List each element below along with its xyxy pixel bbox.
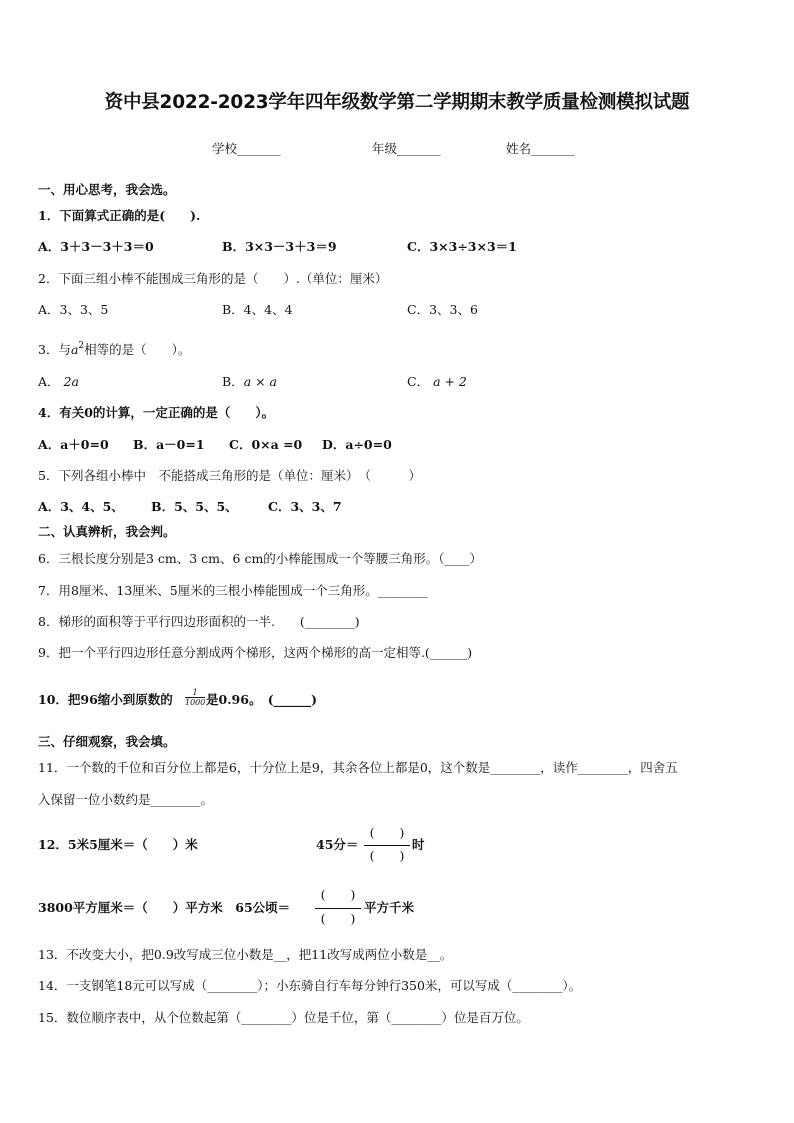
q10-denominator: 1000 (185, 698, 206, 707)
q3-option-c[interactable] (407, 374, 467, 390)
school-field[interactable]: 学校_______ (212, 141, 281, 156)
q10-suffix: 是0.96。 (______) (206, 692, 318, 707)
q12-right-suffix: 时 (412, 837, 425, 852)
q5-option-c[interactable]: C．3、3、7 (268, 499, 342, 514)
q12-fraction-bottom[interactable]: ( ) (369, 848, 405, 863)
q3-exponent: 2 (78, 341, 85, 351)
q1-option-b[interactable]: B．3×3－3＋3＝9 (222, 239, 337, 254)
q2-stem: 2．下面三组小棒不能围成三角形的是（ ）.（单位：厘米） (38, 271, 388, 286)
q13-text: 13．不改变大小，把0.9改写成三位小数是__，把11改写成两位小数是__。 (38, 947, 453, 962)
q5-option-a[interactable]: A．3、4、5、 (38, 499, 124, 514)
q8-text: 8．梯形的面积等于平行四边形面积的一半. (________) (38, 614, 360, 629)
q3-suffix: 相等的是（ ）。 (84, 342, 191, 357)
q15-text: 15．数位顺序表中，从个位数起第（________）位是千位，第（________）位是百万位。 (38, 1010, 529, 1025)
q3-option-a-expr: 2a (63, 374, 79, 389)
q12-fraction (364, 825, 410, 864)
q10-fraction (185, 688, 205, 707)
q3-stem (38, 338, 190, 358)
q12b-left: 3800平方厘米＝（ ）平方米 65公顷＝ (38, 900, 291, 915)
q7-text: 7．用8厘米、13厘米、5厘米的三根小棒能围成一个三角形。________ (38, 583, 428, 598)
q10-numerator: 1 (192, 688, 198, 697)
q3-option-c-label: C． (407, 374, 430, 389)
q11-line-1: 11．一个数的千位和百分位上都是6，十分位上是9，其余各位上都是0，这个数是________，读作________，四舍五 (38, 760, 678, 775)
q3-option-b-expr: a × a (243, 374, 278, 389)
q2-option-c[interactable]: C．3、3、6 (407, 302, 478, 317)
q10-prefix: 10．把96缩小到原数的 (38, 692, 173, 707)
q12b-fraction (315, 887, 361, 927)
q9-text: 9．把一个平行四边形任意分割成两个梯形，这两个梯形的高一定相等.(______) (38, 645, 473, 660)
q12b-right-suffix: 平方千米 (364, 900, 415, 915)
q3-variable: a (70, 342, 79, 357)
section-2-heading: 二、认真辨析，我会判。 (38, 524, 176, 539)
q3-option-b[interactable] (222, 374, 277, 390)
fraction-bar (364, 845, 410, 846)
page-title: 资中县2022-2023学年四年级数学第二学期期末教学质量检测模拟试题 (104, 92, 690, 113)
q12b-fraction-top[interactable]: ( ) (320, 887, 356, 902)
q2-option-a[interactable]: A．3、3、5 (38, 302, 109, 317)
q12-fraction-top[interactable]: ( ) (369, 825, 405, 840)
q1-stem: 1．下面算式正确的是( ). (38, 208, 201, 223)
fraction-bar (315, 908, 361, 909)
q12-right-prefix: 45分＝ (316, 837, 359, 852)
q4-option-d[interactable]: D．a÷0=0 (322, 437, 392, 452)
grade-field[interactable]: 年级_______ (372, 141, 441, 156)
q11-line-2: 入保留一位小数约是________。 (38, 792, 214, 807)
q4-option-a[interactable]: A．a＋0=0 (38, 437, 109, 452)
q6-text: 6．三根长度分别是3 cm、3 cm、6 cm的小棒能围成一个等腰三角形。（____） (38, 551, 483, 566)
q5-option-b[interactable]: B．5、5、5、 (151, 499, 238, 514)
name-field[interactable]: 姓名_______ (506, 141, 575, 156)
q3-option-a[interactable] (38, 374, 79, 390)
q1-option-a[interactable]: A．3＋3－3＋3＝0 (38, 239, 154, 254)
q3-option-b-label: B． (222, 374, 244, 389)
q1-option-c[interactable]: C．3×3÷3×3＝1 (407, 239, 517, 254)
q4-option-b[interactable]: B．a－0=1 (133, 437, 205, 452)
q12b-fraction-bottom[interactable]: ( ) (320, 911, 356, 926)
q4-option-c[interactable]: C．0×a =0 (229, 437, 303, 452)
q12-left: 12．5米5厘米＝（ ）米 (38, 837, 198, 852)
section-3-heading: 三、仔细观察，我会填。 (38, 734, 176, 749)
section-1-heading: 一、用心思考，我会选。 (38, 182, 176, 197)
q3-option-a-label: A． (38, 374, 60, 389)
q5-stem: 5．下列各组小棒中 不能搭成三角形的是（单位：厘米） （ ） (38, 468, 421, 483)
q3-option-c-expr: a + 2 (433, 374, 467, 389)
q3-prefix: 3．与 (38, 342, 71, 357)
q14-text: 14．一支钢笔18元可以写成（________）；小东骑自行车每分钟行350米，可以写成（________）。 (38, 978, 582, 993)
q4-stem: 4．有关0的计算，一定正确的是（ ）。 (38, 405, 275, 420)
q2-option-b[interactable]: B．4、4、4 (222, 302, 293, 317)
